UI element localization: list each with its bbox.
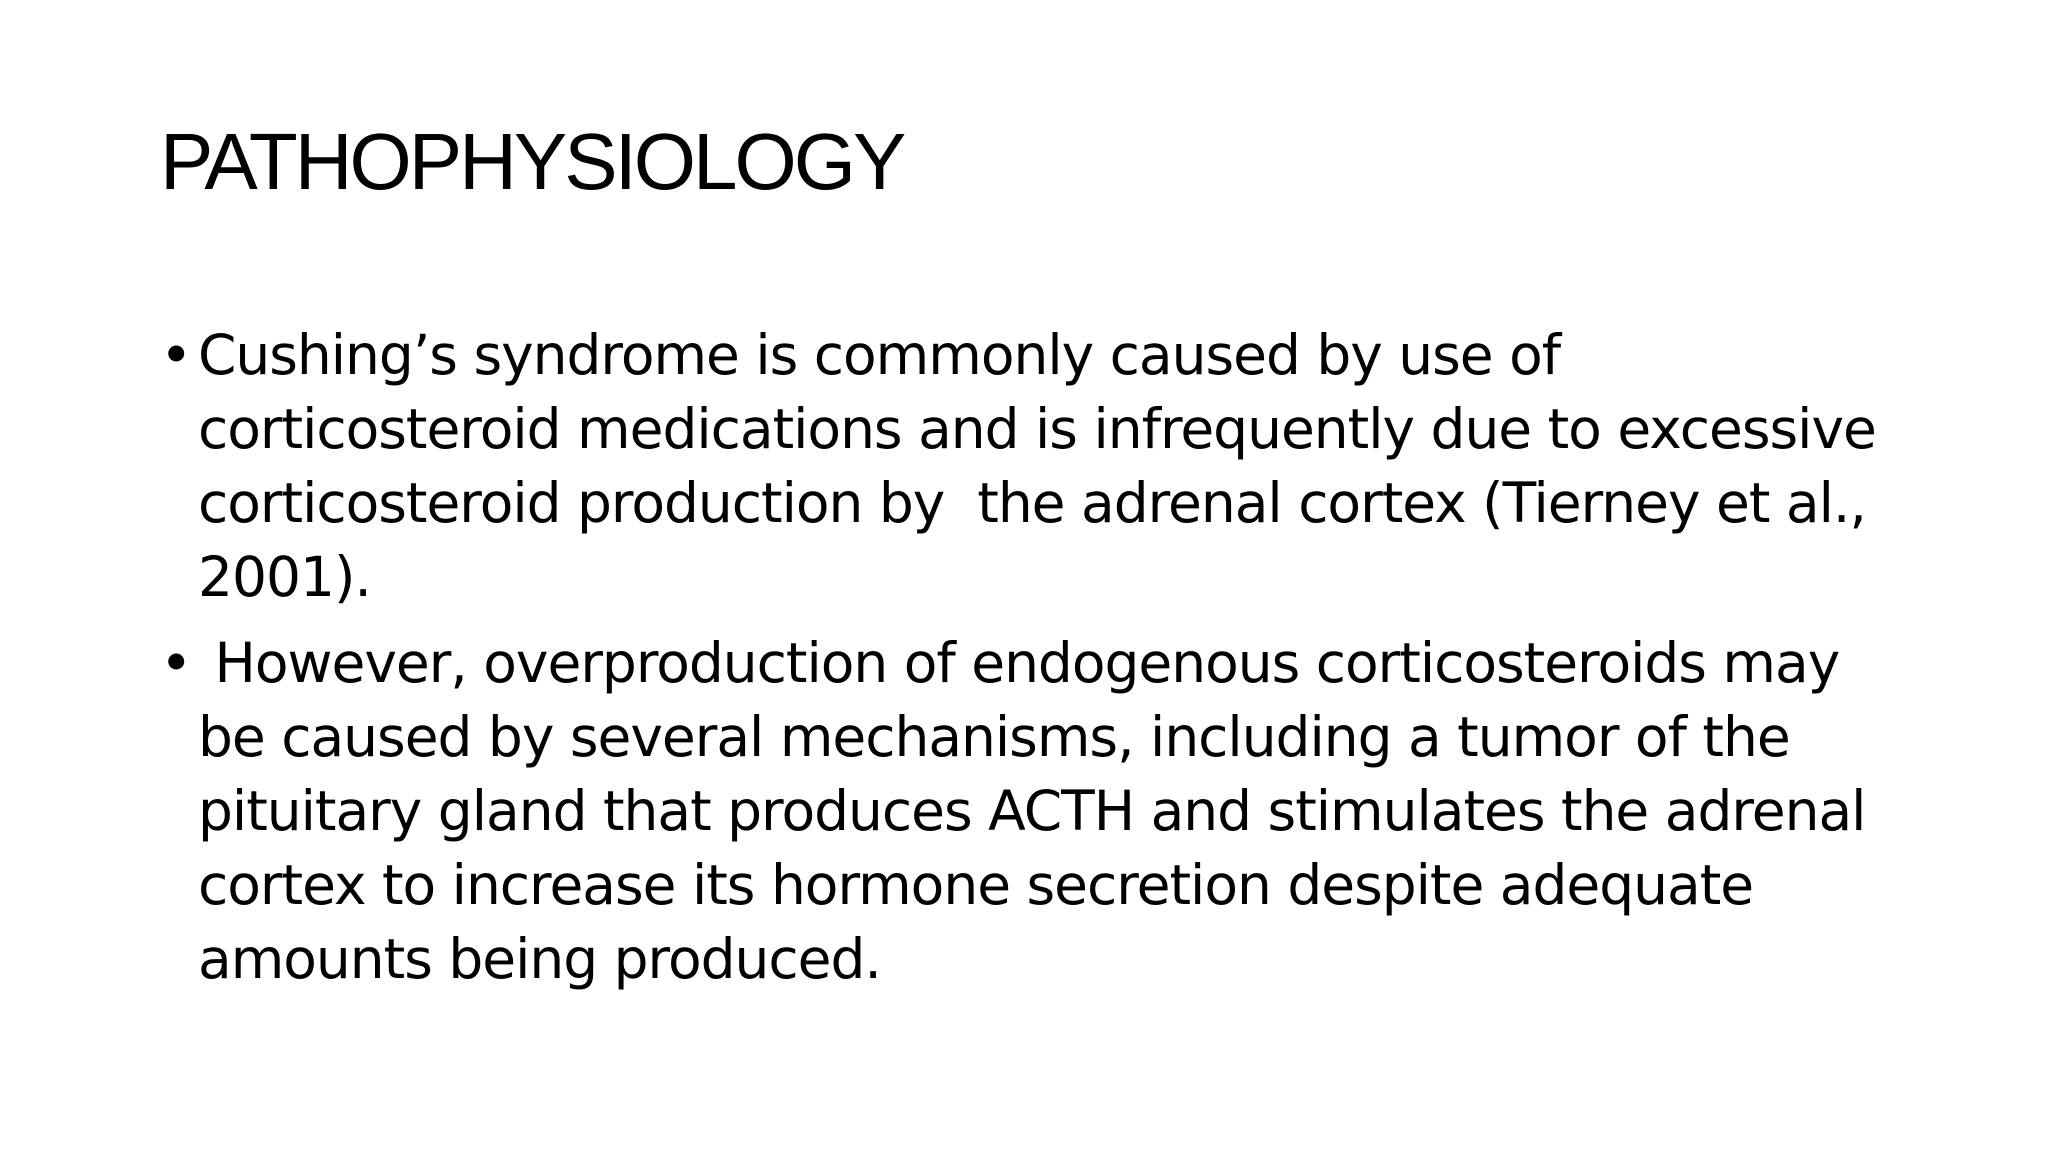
- bullet-icon: •: [160, 631, 192, 695]
- slide-title: PATHOPHYSIOLOGY: [160, 117, 904, 206]
- bullet-icon: •: [160, 323, 192, 387]
- bullet-item: [160, 626, 1920, 996]
- bullet-item: [160, 318, 1920, 614]
- bullet-text: However, overproduction of endogenous corticosteroids may be caused by several mechanisms, including a tumor of the pituitary gland that produces ACTH and stimulates the adrenal cortex to increase its hormone secretion despite adequate amounts being produced.: [198, 631, 1882, 991]
- bullet-list: [160, 318, 1920, 1008]
- bullet-text: Cushing’s syndrome is commonly caused by use of corticosteroid medications and is infrequently due to excessive corticosteroid production by the adrenal cortex (Tierney et al., 2001).: [198, 323, 1893, 609]
